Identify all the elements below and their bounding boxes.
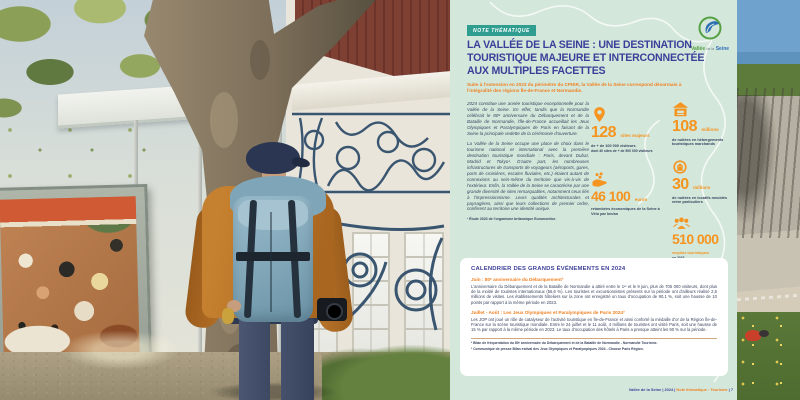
calendar-footnotes bbox=[471, 338, 717, 351]
event-text: L'anniversaire du Débarquement et de la Bataille de Normandie a attiré entre le 1ᵉʳ et le 9 juin, plus de 705 000 visiteurs, dont plus de la moitié de touristes internationaux (56,6 %). Les touristes et excursionnistes présents sur la période ont d'ailleurs réalisé 2,5 millions de visites. Les établissements hôteliers sur la zone ont enregistré un taux d'occupation de 90,1 %, soit une hausse de 10 points par rapport à la même période en 2023. bbox=[471, 283, 717, 305]
backpack-zipper bbox=[270, 212, 272, 312]
event-heading: Juin : 80ᵉ anniversaire du Débarquement² bbox=[471, 277, 564, 282]
yellow-glove bbox=[222, 308, 234, 324]
people-group-icon bbox=[672, 217, 691, 230]
calendar-title: CALENDRIER DES GRANDS ÉVÉNEMENTS EN 2024 bbox=[471, 266, 626, 272]
logo-wordmark: Vallée de la Seine bbox=[690, 46, 730, 52]
body-paragraph: 2024 constitue une année touristique exceptionnelle pour la Vallée de la Seine. En effet, tandis que la Normandie célébrait le 80ᵉ anniversaire du Débarquement et de la Bataille de Normandie, l'Île-de-France accueillait les Jeux Olympiques et Paralympiques de Paris en faisant de la Seine la principale vedette de la cérémonie d'ouverture. bbox=[467, 101, 589, 136]
camera bbox=[317, 298, 347, 321]
calendar-event bbox=[471, 310, 717, 333]
stat-seine-a-velo: 46 100 euros retombées économiques de la Seine à Vélo par km/an bbox=[591, 172, 665, 217]
events-calendar-box bbox=[460, 258, 728, 376]
page-footer: Vallée de la Seine | 2024 | Note thématique : Tourisme | 7 bbox=[628, 387, 733, 392]
person-left-leg bbox=[239, 316, 270, 400]
body-text-column bbox=[467, 101, 589, 228]
event-text: Les JOP ont joué un rôle de catalyseur de l'activité touristique en Île-de-France et ainsi conforté la médaille d'or de la Région Île-de-France sur la scène touristique mondiale. Entre le 24 juillet et le 11 août, 4 millions de touristes ont visité Paris, soit une hausse de 15 % par rapport à la même période en 2023. Le taux d'occupation des hôtels à Paris a presque atteint les 90 % sur la période. bbox=[471, 316, 717, 333]
beach-fence bbox=[737, 294, 800, 301]
map-pin-icon bbox=[591, 106, 608, 123]
stat-tourism-jobs: 510 000 emplois touristiques bbox=[672, 217, 734, 261]
event-heading: Juillet - Août : Les Jeux Olympiques et Paralympiques de Paris 2024³ bbox=[471, 310, 625, 316]
stats-column-right bbox=[672, 102, 734, 271]
hotel-icon bbox=[672, 102, 689, 117]
note-thematique-badge: NOTE THÉMATIQUE bbox=[467, 25, 536, 36]
footnote: ¹ Étude 2023 de l'organisme britannique Euromonitor. bbox=[467, 217, 556, 222]
stats-column-left bbox=[591, 106, 665, 227]
person-right-leg bbox=[281, 316, 314, 400]
footnote: ² Bilan de fréquentation du 80ᵉ anniversaire du Débarquement et de la Bataille de Normandie - Normandie Tourisme. bbox=[471, 341, 658, 346]
resting-hiker bbox=[745, 330, 761, 341]
hand-house-icon bbox=[672, 159, 688, 175]
stat-marchand-nights: 108 millions de nuitées en hébergements touristiques marchands bbox=[672, 102, 734, 147]
calendar-event bbox=[471, 277, 717, 305]
hand-coins-icon bbox=[591, 172, 609, 187]
stat-rental-nights: 30 millions de nuitées en locatifs meublés entre particuliers bbox=[672, 159, 734, 205]
page-title: LA VALLÉE DE LA SEINE : UNE DESTINATION TOURISTIQUE MAJEURE ET INTERCONNECTÉE AUX MULTIPLES FACETTES bbox=[467, 39, 705, 77]
stat-major-sites: 128 sites majeurs de + de 100 000 visiteurs dont 40 sites de + de 500 000 visiteurs bbox=[591, 106, 665, 154]
flower-meadow bbox=[737, 312, 800, 400]
etretat-cliff-photo bbox=[737, 0, 800, 400]
grass-patch bbox=[322, 344, 450, 400]
footnote: ³ Communiqué de presse Bilan estival des Jeux Olympiques et Paralympiques 2024 - Choose Paris Région. bbox=[471, 347, 644, 352]
person-shadow bbox=[208, 382, 338, 400]
cliff-shadow bbox=[737, 95, 777, 225]
logo-leaf-icon bbox=[698, 16, 722, 40]
sunlight-patch bbox=[60, 330, 180, 370]
page-subtitle: Suite à l'extension en 2023 du périmètre du CPIER, la Vallée de la Seine correspond désormais à l'intégralité des régions Île-de-France et Normandie. bbox=[467, 82, 682, 93]
backpack-band bbox=[236, 252, 310, 261]
right-page bbox=[450, 0, 737, 400]
body-paragraph: La Vallée de la Seine occupe une place de choix dans le tourisme national et international avec la première destination touristique mondiale : Paris, devant Dubaï, Madrid et Tokyo¹. D'autre part, les nombreuses infrastructures de transports de voyageurs (aéroports, gares, ports de croisières, escales fluviales, etc.) étaient autant de connexions au sein-même du territoire que vis-à-vis de l'extérieur. Enfin, la Vallée de la Seine se caractérise par une grande diversité de sites remarquables, notamment ceux liés à l'impressionnisme. Leurs qualités architecturales et paysagères, ainsi que leurs collections de premier ordre, confèrent au territoire une identité unique. bbox=[467, 141, 589, 212]
